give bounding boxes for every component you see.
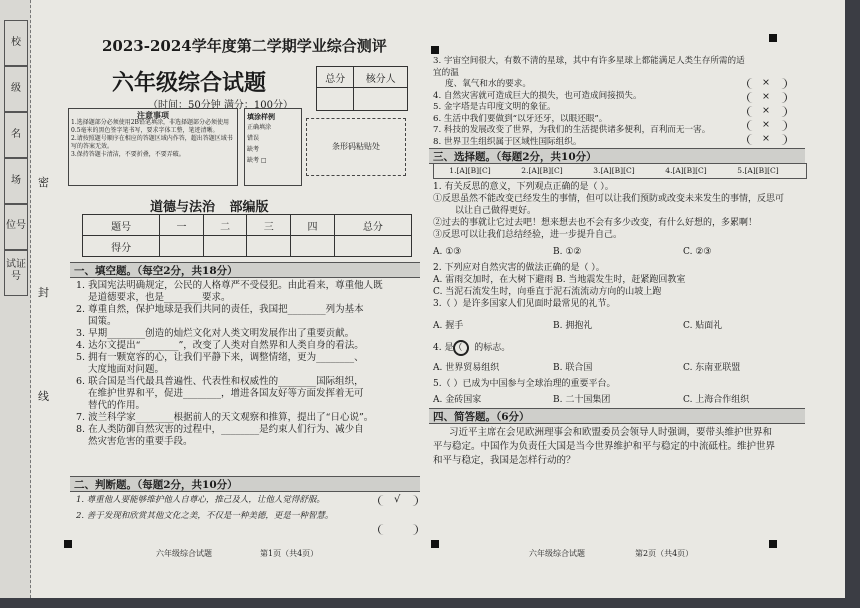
score-box-label: 核分人 [354, 67, 408, 88]
score-header: 三 [247, 215, 291, 236]
option[interactable]: B. 二十国集团 [553, 395, 611, 405]
question-line: 4. 自然灾害就可造成巨大的损失，也可造成间接损失。 [433, 90, 642, 101]
organization-logo-icon [453, 340, 469, 356]
judge-continued [433, 56, 753, 148]
option-row [433, 394, 803, 406]
section-one-title: 一、填空题。（每空2分，共18分） [74, 265, 238, 277]
seal-word: 线 [38, 390, 49, 403]
score-cell[interactable] [160, 236, 204, 257]
judge-question: 2. 善于发现和欣赏其他文化之美，不仅是一种美德，更是一种智慧。 [76, 511, 334, 521]
judge-question: 1. 尊重他人要能够维护他人自尊心，推己及人，让他人觉得舒服。 [76, 495, 325, 505]
score-box-cell[interactable] [317, 88, 354, 111]
option[interactable]: C. 贴面礼 [683, 321, 723, 331]
question-line: 和平与稳定，我国是怎样行动的？ [433, 455, 576, 466]
question-line: 4. 是（ ）的标志。 [433, 343, 511, 353]
question-line: 平与稳定。中国作为负责任大国是当今世界维护和平与稳定的中流砥柱。维护世界 [433, 441, 776, 452]
question-line: 3. 宇宙空间很大，有数不清的星球，其中有许多星球上都能满足人类生存所需的适宜的温 [433, 56, 745, 78]
option[interactable]: C. 上海合作组织 [683, 395, 750, 405]
score-header: 题号 [83, 215, 160, 236]
score-cell[interactable] [247, 236, 291, 257]
choice-questions [433, 181, 803, 241]
score-box-label: 总分 [317, 67, 354, 88]
binder-cell: 名 [4, 112, 28, 158]
footer-left: 六年级综合试题 [156, 549, 212, 558]
barcode-area: 条形码粘贴处 [306, 118, 406, 176]
score-cell[interactable] [203, 236, 247, 257]
choice-questions [433, 262, 803, 310]
section-four-title: 四、简答题。（6分） [433, 411, 530, 423]
binder-cell: 试证号 [4, 250, 28, 296]
footer-page: 第1页（共4页） [260, 549, 319, 558]
footer-left: 六年级综合试题 [529, 549, 585, 558]
question-line: 8. 世界卫生组织属于区域性国际组织。 [433, 136, 582, 147]
section-score-table [82, 214, 412, 257]
score-header: 一 [160, 215, 204, 236]
answer-bubble[interactable]: 3.[A][B][C] [593, 166, 635, 175]
notice-box [68, 108, 238, 186]
seal-word: 密 [38, 176, 49, 189]
notice-line: 3.保持答题卡清洁，不要折叠，不要弄破。 [71, 151, 185, 158]
exam-name: 六年级综合试题 [112, 70, 267, 96]
answer-bubble[interactable]: 2.[A][B][C] [521, 166, 563, 175]
option[interactable]: B. ①② [553, 247, 582, 257]
score-row-label: 得分 [83, 236, 160, 257]
option-row [433, 362, 803, 374]
question-line: 8. 在人类防御自然灾害的过程中，________是约束人们行为、减少自 [76, 424, 364, 435]
question-line: 5. 拥有一颗宽容的心，让我们平静下来，调整情绪，更为________、 [76, 352, 364, 363]
footer-page: 第2页（共4页） [635, 549, 694, 558]
answer-mark: × [762, 105, 770, 116]
question-line: 6. 联合国是当代最具普遍性、代表性和权威性的________国际组织， [76, 376, 364, 387]
answer-mark: × [762, 77, 770, 88]
section-three-title: 三、选择题。（每题2分，共10分） [433, 151, 597, 163]
option[interactable]: A. 金砖国家 [433, 395, 482, 405]
fill-correct: 正确填涂 [247, 124, 272, 131]
fill-wrong: 错误 [247, 135, 260, 142]
binding-strip [0, 0, 31, 598]
question-line: 3.（ ）是许多国家人们见面时最常见的礼节。 [433, 299, 616, 309]
subject-name: 道德与法治 [150, 200, 216, 215]
notice-title: 注意事项 [137, 110, 169, 120]
answer-bubble-bar[interactable] [433, 163, 807, 179]
option[interactable]: B. 拥抱礼 [553, 321, 593, 331]
page-one [60, 0, 420, 598]
answer-mark: × [762, 133, 770, 144]
notice-line: 2.请按照题号顺序在相应的答题区域内作答，超出答题区域书写的答案无效。 [71, 135, 233, 150]
question-line: 然灾害危害的重要手段。 [88, 436, 193, 447]
subject-title [150, 196, 269, 215]
question-line: 以让自己做得更好。 [455, 206, 537, 216]
page-two [425, 0, 805, 598]
score-header: 四 [291, 215, 335, 236]
question-line: C. 当泥石流发生时，向垂直于泥石流流动方向的山坡上跑 [433, 287, 662, 297]
question-line: 是道德要求，也是________要求。 [88, 292, 231, 303]
fill-missing: 缺考 [247, 146, 260, 153]
question-line: ①反思虽然不能改变已经发生的事情，但可以让我们预防或改变未来发生的事情，反思可 [433, 194, 785, 204]
absent-checkbox[interactable]: 缺考 □ [247, 157, 267, 164]
option[interactable]: A. 握手 [433, 321, 464, 331]
option-row [433, 320, 803, 332]
fill-blank-questions [76, 280, 416, 448]
notice-line: 0.5毫米的黑色签字笔书写，要求字体工整，笔迹清晰。 [71, 127, 219, 134]
question-line: 1. 我国宪法明确规定，公民的人格尊严不受侵犯。由此看来，尊重他人既 [76, 280, 383, 291]
question-line: 2. 下列应对自然灾害的做法正确的是（ ）。 [433, 263, 605, 273]
option[interactable]: B. 联合国 [553, 363, 593, 373]
essay-answer-area[interactable] [433, 470, 805, 540]
time-note: （时间：50分钟 满分：100分） [148, 100, 293, 111]
question-line: 2. 尊重自然，保护地球是我们共同的责任，我国把________列为基本 [76, 304, 364, 315]
question-line: ②过去的事就让它过去吧！想来想去也不会有多少改变，有什么好想的，多累啊！ [433, 218, 758, 228]
question-line: ③反思可以让我们总结经验，进一步提升自己。 [433, 230, 623, 240]
score-box-cell[interactable] [354, 88, 408, 111]
answer-bubble[interactable]: 5.[A][B][C] [737, 166, 779, 175]
essay-question [433, 426, 805, 468]
question-line: 6. 生活中我们要做到“以牙还牙，以眼还眼”。 [433, 113, 608, 124]
registration-mark [769, 540, 777, 548]
registration-mark [431, 540, 439, 548]
choice-question: 5.（ ）已成为中国参与全球治理的重要平台。 [433, 379, 616, 389]
score-cell[interactable] [291, 236, 335, 257]
option-row [433, 246, 803, 258]
question-line: 4. 达尔文提出“________”，改变了人类对自然界和人类自身的看法。 [76, 340, 364, 351]
registration-mark [64, 540, 72, 548]
exam-period-title: 2023-2024学年度第二学期学业综合测评 [102, 37, 387, 55]
option[interactable]: C. 东南亚联盟 [683, 363, 741, 373]
question-line: 大度地面对问题。 [88, 364, 165, 375]
option[interactable]: A. ①③ [433, 247, 462, 257]
registration-mark [431, 46, 439, 54]
score-cell[interactable] [334, 236, 411, 257]
answer-mark: × [762, 119, 770, 130]
answer-bracket[interactable] [378, 524, 418, 535]
question-line: 7. 科技的发展改变了世界，为我们的生活提供诸多便利，百利而无一害。 [433, 125, 711, 135]
fill-example-title: 填涂样例 [247, 112, 275, 121]
question-line: 国策。 [88, 316, 117, 327]
question-line: 习近平主席在会见欧洲理事会和欧盟委员会领导人时强调，要带头维护世界和 [449, 427, 773, 438]
option[interactable]: A. 世界贸易组织 [433, 363, 500, 373]
score-header: 二 [203, 215, 247, 236]
answer-bubble[interactable]: 1.[A][B][C] [449, 166, 491, 175]
answer-bubble[interactable]: 4.[A][B][C] [665, 166, 707, 175]
registration-mark [769, 34, 777, 42]
question-line: 7. 波兰科学家________根据前人的天文观察和推算，提出了“日心说”。 [76, 412, 374, 423]
score-header: 总分 [334, 215, 411, 236]
question-line: A. 雷雨交加时，在大树下避雨 B. 当地震发生时，赶紧跑回教室 [433, 275, 686, 285]
binder-cell: 位号 [4, 204, 28, 250]
question-line: 在维护世界和平，促进________，增进各国友好等方面发挥着无可 [88, 388, 364, 399]
option[interactable]: C. ②③ [683, 247, 712, 257]
notice-line: 1.选择题部分必须使用2B铅笔填涂，非选择题部分必须使用 [71, 119, 229, 126]
question-line: 3. 早期________创造的灿烂文化对人类文明发展作出了重要贡献。 [76, 328, 355, 339]
binder-cell: 级 [4, 66, 28, 112]
choice-question [433, 342, 803, 354]
binder-cell: 场 [4, 158, 28, 204]
total-score-box [316, 66, 408, 111]
question-line: 5. 金字塔是古印度文明的象征。 [433, 102, 556, 112]
seal-word: 封 [38, 286, 49, 299]
question-line: 替代的作用。 [88, 400, 146, 411]
question-line: 1. 有关反思的意义，下列观点正确的是（ ）。 [433, 182, 614, 192]
answer-mark: √ [394, 494, 401, 505]
binder-cell: 校 [4, 20, 28, 66]
subject-edition: 部编版 [229, 200, 269, 215]
fill-example-box [244, 108, 302, 186]
answer-mark: × [762, 91, 770, 102]
question-line: 度、氧气和水的要求。 [445, 79, 531, 89]
section-two-title: 二、判断题。（每题2分，共10分） [74, 479, 238, 491]
